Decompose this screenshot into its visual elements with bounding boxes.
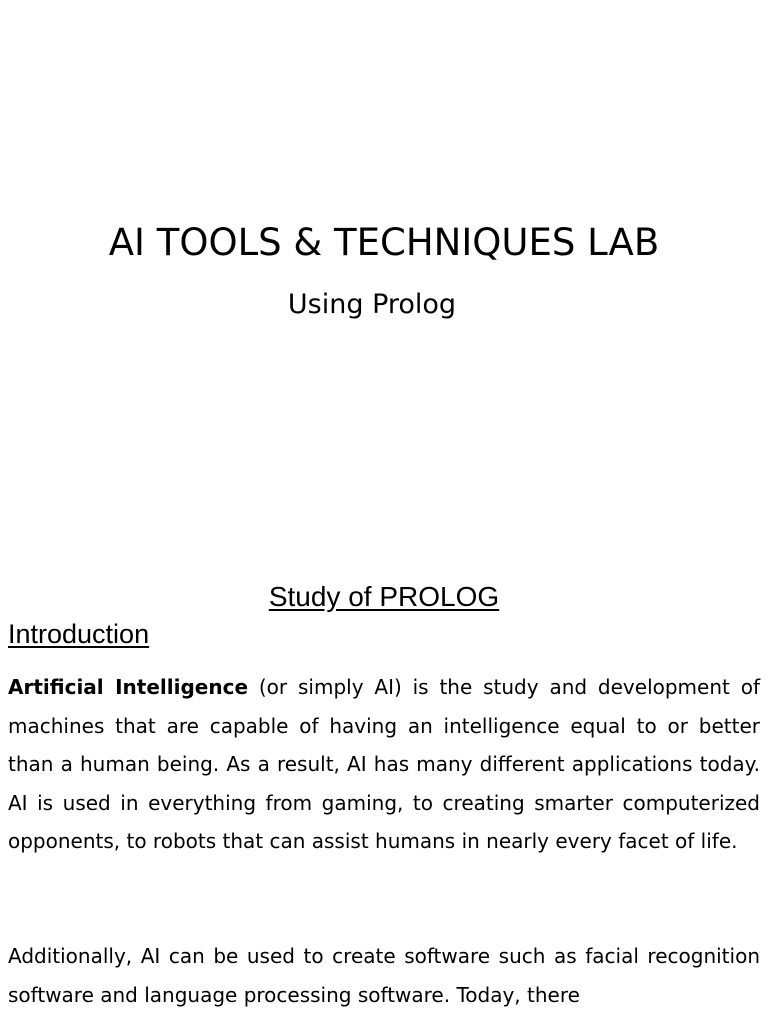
intro-paragraph-2 xyxy=(8,937,760,1014)
paragraph-1-text: (or simply AI) is the study and development of machines that are capable of having an intelligence equal to or better than a human being. As a result, AI has many different applications today. AI is used in everything from gaming, to creating smarter computerized opponents, to robots that can assist humans in nearly every facet of life. xyxy=(8,675,760,853)
cover-title: AI TOOLS & TECHNIQUES LAB xyxy=(108,221,660,264)
ai-term: Artificial Intelligence xyxy=(8,675,249,699)
section-title: Study of PROLOG xyxy=(268,581,500,612)
cover-subtitle: Using Prolog xyxy=(287,289,457,320)
paragraph-2-text: Additionally, AI can be used to create software such as facial recognition software and language processing software. Today, there xyxy=(8,944,760,1007)
intro-paragraph-1 xyxy=(8,668,760,861)
introduction-heading: Introduction xyxy=(8,619,150,649)
